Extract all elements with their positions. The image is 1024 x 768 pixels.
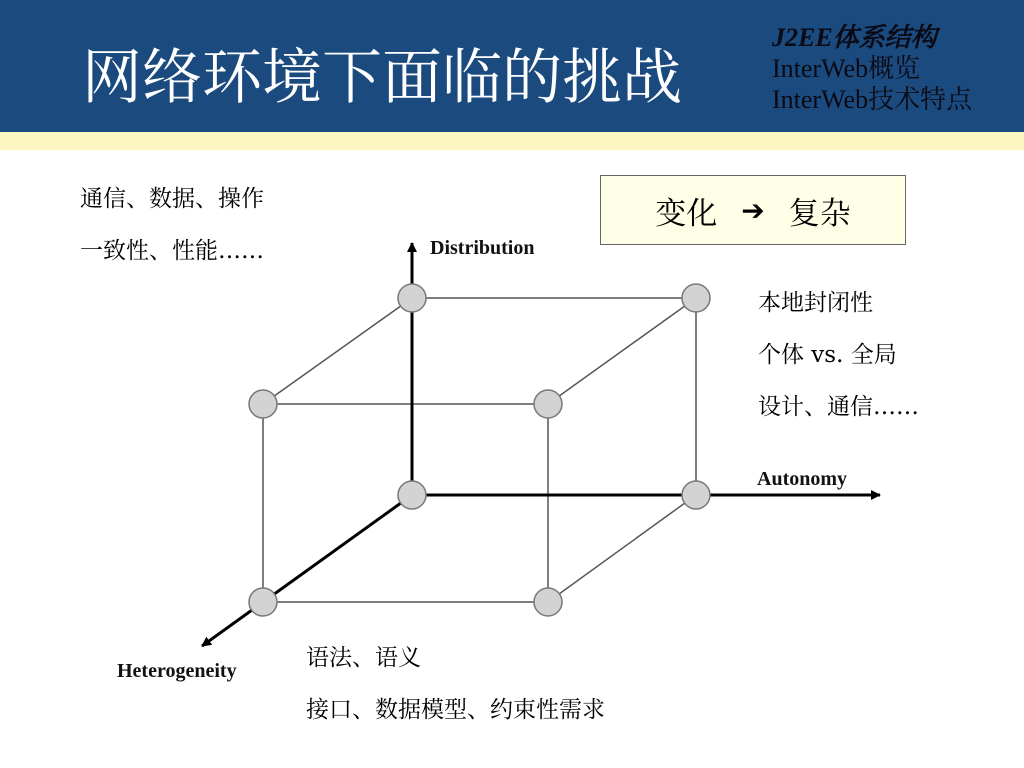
callout-complexity-label: 复杂: [788, 195, 851, 232]
cube-node: [682, 481, 710, 509]
axes: [202, 243, 880, 646]
distribution-note-1: 通信、数据、操作: [80, 186, 264, 212]
heterogeneity-note-1: 语法、语义: [306, 645, 421, 671]
right-arrow-icon: ➔: [741, 193, 765, 227]
autonomy-note-1: 本地封闭性: [758, 290, 873, 316]
distribution-note-2: 一致性、性能……: [80, 238, 264, 264]
cube-edge: [548, 298, 696, 404]
nav-item-overview[interactable]: InterWeb概览: [772, 54, 921, 83]
cube-node: [534, 390, 562, 418]
nav-course-title[interactable]: J2EE体系结构: [772, 23, 937, 52]
cube-node: [682, 284, 710, 312]
cube-node: [398, 284, 426, 312]
cube-nodes: [249, 284, 710, 616]
cube-edge: [548, 495, 696, 602]
cube-node: [398, 481, 426, 509]
nav-item-features[interactable]: InterWeb技术特点: [772, 85, 973, 114]
cube-node: [534, 588, 562, 616]
autonomy-axis-label: Autonomy: [757, 468, 848, 490]
autonomy-note-3: 设计、通信……: [758, 394, 919, 420]
cube-node: [249, 588, 277, 616]
autonomy-note-2: 个体 vs. 全局: [758, 342, 897, 368]
cube-edge: [263, 298, 412, 404]
distribution-axis-label: Distribution: [430, 237, 535, 259]
heterogeneity-note-2: 接口、数据模型、约束性需求: [306, 697, 605, 723]
callout-change-label: 变化: [655, 195, 718, 232]
heterogeneity-axis-label: Heterogeneity: [117, 660, 237, 682]
heterogeneity-axis: [202, 495, 412, 646]
slide-title: 网络环境下面临的挑战: [82, 43, 682, 113]
cube-node: [249, 390, 277, 418]
